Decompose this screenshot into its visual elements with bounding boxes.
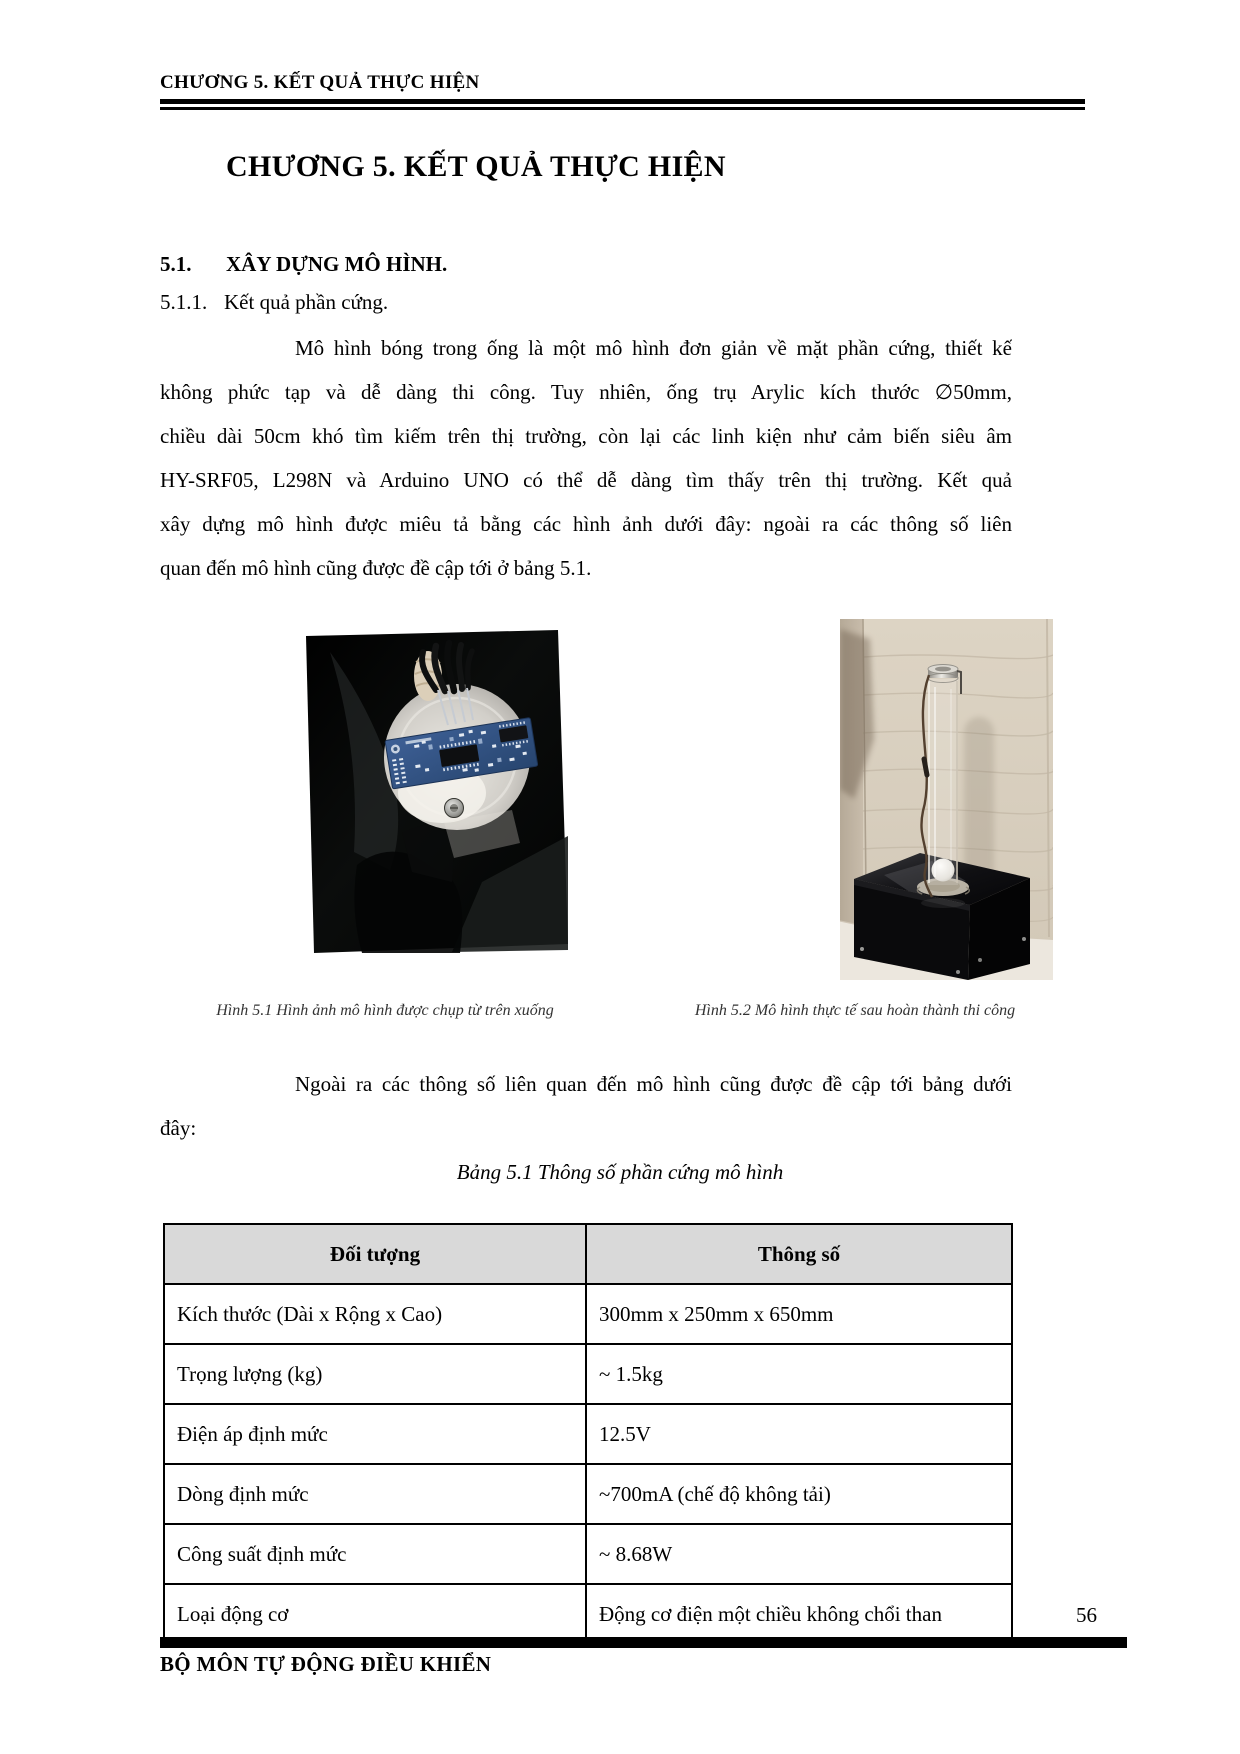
chapter-title: CHƯƠNG 5. KẾT QUẢ THỰC HIỆN (226, 150, 726, 183)
table-cell: Loại động cơ (164, 1584, 586, 1644)
table-header-object: Đối tượng (164, 1224, 586, 1284)
subsection-heading-5-1-1 (160, 290, 388, 315)
hardware-spec-table (163, 1223, 1013, 1645)
table-row (164, 1524, 1012, 1584)
paragraph-table-intro (160, 1062, 1012, 1150)
table-row (164, 1284, 1012, 1344)
table-row (164, 1344, 1012, 1404)
paragraph-line: chiều dài 50cm khó tìm kiếm trên thị trường, còn lại các linh kiện như cảm biến siêu âm (160, 424, 1012, 448)
acrylic-tube (928, 679, 958, 885)
table-cell: Kích thước (Dài x Rộng x Cao) (164, 1284, 586, 1344)
figure-caption-5-2: Hình 5.2 Mô hình thực tế sau hoàn thành thi công (694, 1002, 1016, 1019)
subsection-number: 5.1.1. (160, 290, 208, 314)
table-cell: Trọng lượng (kg) (164, 1344, 586, 1404)
table-cell: ~ 1.5kg (586, 1344, 1012, 1404)
table-row (164, 1404, 1012, 1464)
section-title: XÂY DỰNG MÔ HÌNH. (226, 252, 448, 276)
subsection-title: Kết quả phần cứng. (224, 290, 389, 314)
paragraph-line: xây dựng mô hình được miêu tả bằng các hình ảnh dưới đây: ngoài ra các thông số liên (160, 512, 1012, 536)
table-row (164, 1464, 1012, 1524)
paragraph-line: Mô hình bóng trong ống là một mô hình đơn giản về mặt phần cứng, thiết kế (295, 336, 1012, 360)
model-photo-graphic (840, 619, 1053, 980)
paragraph-line: đây: (160, 1116, 197, 1140)
footer-rule (160, 1637, 1127, 1648)
figure-top-view-photo (302, 630, 568, 953)
section-heading-5-1 (160, 252, 447, 277)
table-cell: ~700mA (chế độ không tải) (586, 1464, 1012, 1524)
top-view-photo-graphic (302, 630, 568, 953)
screw (445, 799, 464, 818)
table-header-spec: Thông số (586, 1224, 1012, 1284)
paragraph-line: HY-SRF05, L298N và Arduino UNO có thể dễ dàng tìm thấy trên thị trường. Kết quả (160, 468, 1012, 492)
footer-department: BỘ MÔN TỰ ĐỘNG ĐIỀU KHIỂN (160, 1652, 492, 1676)
table-caption: Bảng 5.1 Thông số phần cứng mô hình (456, 1160, 784, 1184)
table-header-row (164, 1224, 1012, 1284)
paragraph-hardware-result (160, 326, 1012, 590)
table-cell: Dòng định mức (164, 1464, 586, 1524)
table-cell: Công suất định mức (164, 1524, 586, 1584)
wire-connector (924, 759, 927, 775)
page-number: 56 (1076, 1603, 1097, 1627)
figure-model-photo (840, 619, 1053, 980)
paragraph-line: quan đến mô hình cũng được đề cập tới ở bảng 5.1. (160, 556, 592, 580)
table-cell: 12.5V (586, 1404, 1012, 1464)
table-cell: 300mm x 250mm x 650mm (586, 1284, 1012, 1344)
paragraph-line: không phức tạp và dễ dàng thi công. Tuy nhiên, ống trụ Arylic kích thước ∅50mm, (160, 380, 1012, 404)
paragraph-line: Ngoài ra các thông số liên quan đến mô hình cũng được đề cập tới bảng dưới (295, 1072, 1012, 1096)
header-rule (160, 99, 1085, 110)
table-cell: ~ 8.68W (586, 1524, 1012, 1584)
running-header: CHƯƠNG 5. KẾT QUẢ THỰC HIỆN (160, 72, 480, 93)
section-number: 5.1. (160, 252, 192, 276)
table-cell: Điện áp định mức (164, 1404, 586, 1464)
figure-caption-5-1: Hình 5.1 Hình ảnh mô hình được chụp từ trên xuống (216, 1002, 554, 1019)
table-cell: Động cơ điện một chiều không chổi than (586, 1584, 1012, 1644)
